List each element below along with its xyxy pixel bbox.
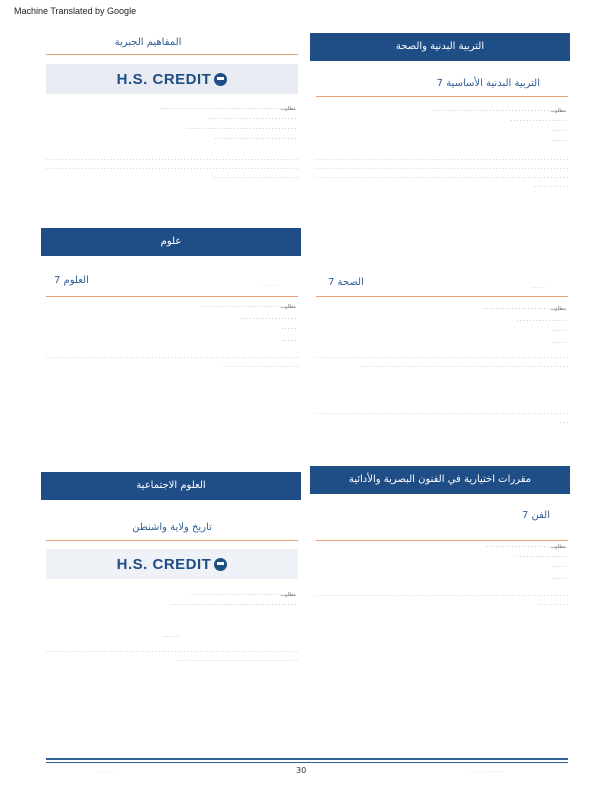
health7-row-1: مطلوب · · · · · · · · · · · · · · · · · · · · ·	[483, 306, 566, 312]
science7-rule	[46, 296, 298, 297]
art7-row-4: · · · · ·	[551, 576, 566, 582]
arts-electives-banner: مقررات اختيارية في الفنون البصرية والأدائية	[310, 466, 570, 494]
science7-row-3: · · · · ·	[281, 326, 296, 332]
art7-title: الفن 7	[521, 510, 550, 521]
art7-row-2: · · · · · · · · · · · · · · · ·	[516, 554, 566, 560]
page-number: 30	[296, 766, 307, 775]
footer-rule-top	[46, 758, 568, 760]
health7-note: · · · · · ·	[532, 285, 546, 290]
wa-history-row-1: مطلوب · · · · · · · · · · · · · · · · · · · · · · · · · · · ·	[191, 592, 296, 598]
math-row-2: · · · · · · · · · · · · · · · · · · · · · · · · · · · ·	[208, 116, 296, 122]
science7-row-4: · · · · ·	[281, 338, 296, 344]
math-row-3: · · · · · · · · · · · · · · · · · · · · · · · · · · · · · · · · · · ·	[186, 126, 296, 132]
health7-row-4: · · · · ·	[551, 340, 566, 346]
pe7-row-4: · · · · ·	[551, 138, 566, 144]
math-rule	[46, 54, 298, 55]
wa-history-rule	[46, 540, 298, 541]
art7-row-3: · · · · ·	[551, 564, 566, 570]
science7-row-1: مطلوب · · · · · · · · · · · · · · · · · · · · · · · · ·	[200, 304, 296, 310]
math-heading: المفاهيم الجبرية	[114, 37, 182, 48]
health7-title: الصحة 7	[328, 277, 364, 288]
health7-row-3: · · · · ·	[551, 328, 566, 334]
pe7-rule	[316, 96, 568, 97]
health7-row-2: · · · · · · · · · · · · · · · ·	[516, 318, 566, 324]
pe-health-banner: التربية البدنية والصحة	[310, 33, 570, 61]
health7-description-2: · · · · · · · · · · · · · · · · · · · · · · · · · · · · · · · · · · · · · · · · · · · · · · · · · · · · · · · · · · · · · · · · · · · · · · · · · · · · · · · · · ·	[316, 411, 568, 426]
footer-left-text: · · · · · · ·	[98, 769, 115, 774]
hs-credit-badge-2	[46, 549, 298, 579]
math-description: · · · · · · · · · · · · · · · · · · · · · · · · · · · · · · · · · · · · · · · · · · · · · · · · · · · · · · · · · · · · · · · · · · · · · · · · · · · · · · · · · · · · · · · · · · · · · · · · · · · · · · · · · · · · · · · · · · · · · · · · · · · · · · · · · · · · · · · · · · · · · · · · · · · · · · · · · · · · · · · · · · · · · · · · · · · · · · · · · · · · · · · · ·	[46, 157, 298, 181]
pe7-row-3: · · · · ·	[551, 128, 566, 134]
wa-history-title: تاريخ ولاية واشنطن	[132, 522, 212, 533]
footer-right-text: · · · · · · · · · · · · · ·	[470, 769, 505, 774]
art7-rule	[316, 540, 568, 541]
pe7-row-1: مطلوب · · · · · · · · · · · · · · · · · · · · · · · · · · · · · · · · · · · · ·	[432, 108, 566, 114]
health7-description: · · · · · · · · · · · · · · · · · · · · · · · · · · · · · · · · · · · · · · · · · · · · · · · · · · · · · · · · · · · · · · · · · · · · · · · · · · · · · · · · · · · · · · · · · · · · · · · · · · · · · · · · · · · · · · · · · · · · · · · · · · · · · · · · · · · · · · · · · · · · · · · · ·	[316, 355, 568, 370]
math-row-1: مطلوب · · · · · · · · · · · · · · · · · · · · · · · · · · · · · · · · · · · · · ·	[159, 106, 296, 112]
machine-translated-note: Machine Translated by Google	[14, 6, 137, 16]
math-row-4: · · · · · · · · · · · · · · · · · · · · · · · · · ·	[214, 136, 296, 142]
art7-description: · · · · · · · · · · · · · · · · · · · · · · · · · · · · · · · · · · · · · · · · · · · · · · · · · · · · · · · · · · · · · · · · · · · · · · · · · · · · · · · · · · · · · · · · ·	[316, 593, 568, 608]
hs-credit-text: H.S. CREDIT	[116, 70, 212, 88]
science7-title: العلوم 7	[54, 275, 89, 286]
science7-note: · · · · · ·	[262, 283, 276, 288]
hs-credit-text-2: H.S. CREDIT	[116, 555, 212, 573]
footer-rule-bottom	[46, 762, 568, 763]
graduation-cap-icon	[214, 73, 227, 86]
art7-row-1: مطلوب · · · · · · · · · · · · · · · · · · · ·	[486, 544, 566, 550]
science7-description: · · · · · · · · · · · · · · · · · · · · · · · · · · · · · · · · · · · · · · · · · · · · · · · · · · · · · · · · · · · · · · · · · · · · · · · · · · · · · · · · · · · · · · · · · · · · · · · · · · · · · · ·	[46, 355, 298, 370]
science-banner: علوم	[41, 228, 301, 256]
wa-history-row-2: · · · · · · · · · · · · · · · · · · · · · · · · · · · · · · · · · · · · · · · ·	[170, 602, 296, 608]
pe7-title: التربية البدنية الأساسية 7	[436, 78, 540, 89]
hs-credit-badge	[46, 64, 298, 94]
science7-row-2: · · · · · · · · · · · · · · · · · ·	[240, 316, 296, 322]
wa-history-row-3: · · · · ·	[163, 634, 179, 640]
wa-history-description: · · · · · · · · · · · · · · · · · · · · · · · · · · · · · · · · · · · · · · · · · · · · · · · · · · · · · · · · · · · · · · · · · · · · · · · · · · · · · · · · · · · · · · · · · · · · · · · · · · · · · · · · · · · · · · · · · · · · · ·	[46, 649, 298, 664]
graduation-cap-icon-2	[214, 558, 227, 571]
pe7-row-2: · · · · · · · · · · · · · · · · · ·	[510, 118, 566, 124]
pe7-description: · · · · · · · · · · · · · · · · · · · · · · · · · · · · · · · · · · · · · · · · · · · · · · · · · · · · · · · · · · · · · · · · · · · · · · · · · · · · · · · · · · · · · · · · · · · · · · · · · · · · · · · · · · · · · · · · · · · · · · · · · · · · · · · · · · · · · · · · · · · · · · · · · · · · · · · · · · · · · · · · · · · · · · · · · · · · · · · · · · · · · · · · · · · · · · · · · · · · · · · · · · · · · · · · · · · · · · · · · · · · · · · · · · · · · · · · · · · · · · · · · · · · · · · ·	[316, 157, 568, 190]
social-studies-banner: العلوم الاجتماعية	[41, 472, 301, 500]
health7-rule	[316, 296, 568, 297]
